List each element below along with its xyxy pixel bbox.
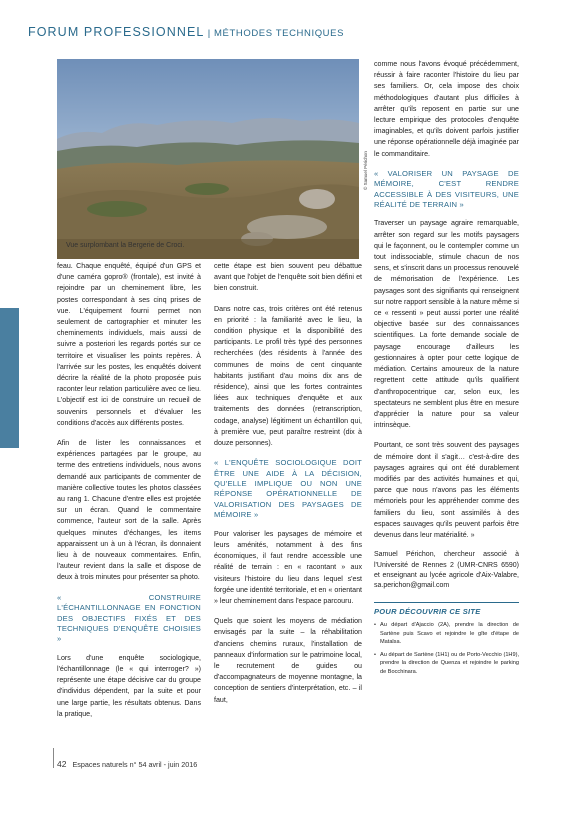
info-box-item: • Au départ d'Ajaccio (2A), prendre la direction de Sartène puis Scavo et rejoindre le gîte d'étape de Matalsa. [374,621,519,647]
column-1 [57,261,201,729]
paragraph: cette étape est bien souvent peu débattue avant que l'objet de l'enquête soit bien défini et bien construit. [214,262,362,293]
photo-caption: Vue surplombant la Bergerie de Croci. [66,242,185,249]
page-footer [57,759,197,769]
pull-quote-heading: « L'ENQUÊTE SOCIOLOGIQUE DOIT ÊTRE UNE AIDE À LA DÉCISION, QU'ELLE IMPLIQUE OU NON UNE RÉPONSE OPÉRATIONNELLE DE VALORISATION DES PAYSAGES DE MÉMOIRE » [214,458,362,520]
pull-quote-heading: « VALORISER UN PAYSAGE DE MÉMOIRE, C'EST RENDRE ACCESSIBLE À DES VISITEURS, UNE RÉALITÉ DE TERRAIN » [374,168,519,210]
paragraph: Pourtant, ce sont très souvent des paysages de mémoire dont il s'agit… c'est-à-dire des paysages agraires qui ont été durablement modifiés par des activités humaines et qui, parce que nous n'avons pas les éléments mémoriels pour les appréhender comme des familiers du lieu, sont assimilés à des espaces sauvages qu'ils peuvent parfois être devenus dans leur matérialité. » [374,441,519,539]
paragraph: comme nous l'avons évoqué précédemment, réussir à faire raconter l'histoire du lieu par ses familiers. Or, cela impose des choix méthodologiques d'autant plus difficiles à arrêter qu'ils reposent en partie sur une lecture empirique des protocoles d'enquête imaginables, et qu'ils doivent parfois justifier une réponse opérationnelle déjà imaginée par le commanditaire. [374,60,519,158]
page-header [28,25,344,39]
info-box-title: POUR DÉCOUVRIR CE SITE [374,602,519,617]
pull-quote-heading: « CONSTRUIRE L'ÉCHANTILLONNAGE EN FONCTION DES OBJECTIFS FIXÉS ET DES TECHNIQUES D'ENQUÊTE CHOISIES » [57,592,201,644]
section-title: FORUM PROFESSIONNEL [28,25,205,39]
landscape-photo [57,59,359,259]
author-signature: Samuel Périchon, chercheur associé à l'Université de Rennes 2 (UMR-CNRS 6590) et enseignant au lycée agricole d'Aix-Valabre, sa.perichon@gmail.com [374,551,519,590]
paragraph: Afin de lister les connaissances et expériences partagées par le groupe, au terme des entretiens individuels, nous avons demandé aux participants de commenter de manière collective toutes les photos classées au rang 1. Chacune d'entre elles est projetée sur un écran. Quand le commentaire commence, l'auteur sort de la salle. Après quelques minutes d'échanges, les items apparaissent un à un à l'écran, ils donnaient lieu à de nouveaux commentaires. Enfin, l'auteur revient dans la salle et dispose de deux à trois minutes pour présenter sa photo. [57,439,201,582]
photo-illustration [57,59,359,259]
footer-divider [53,748,54,768]
header-separator: | [204,28,215,39]
column-3 [374,59,519,681]
paragraph: Lors d'une enquête sociologique, l'échantillonnage (le « qui interroger? ») représente une étape décisive car du groupe d'individus dépendent, par la suite et pour une large partie, les résultats obtenus. Dans la pratique, [57,653,201,718]
section-subtitle: MÉTHODES TECHNIQUES [214,28,345,39]
side-color-tab [0,308,19,448]
paragraph: Dans notre cas, trois critères ont été retenus en priorité : la familiarité avec le lieu, la condition physique et la disponibilité des participants. Le profil très typé des personnes recherchées (des résidents à l'année des communes de moins de cent cinquante habitants justifiant d'au moins dix ans de résidence), ainsi que les fortes contraintes liées aux techniques d'enquête et aux traitements des données (retranscription, codage, analyse) légitiment un échantillon qui, à première vue, peut paraître restreint (dix à douze personnes). [214,304,362,448]
paragraph: feau. Chaque enquêté, équipé d'un GPS et d'une caméra gopro® (frontale), est invité à rejoindre par un cheminement libre, les postes correspondant à ses cinq prises de vue. L'équipement fourni permet non seulement de cartographier et minuter les cheminements individuels, mais aussi de suivre a posteriori les regards portés sur ce territoire et visualiser les points repères. À l'arrivée sur les postes, les enquêtés doivent décrire la réalité de la photo proposée puis raconter leur relation particulière avec ce lieu. L'objectif est ici de construire un recueil de souvenirs personnels et d'évaluer les conditions d'accès aux différents postes. [57,262,201,427]
paragraph: Quels que soient les moyens de médiation envisagés par la suite – la réhabilitation d'anciens chemins ruraux, l'installation de panneaux d'information sur le patrimoine local, le recrutement de guides ou d'accompagnateurs de moyenne montagne, la conception de sentiers d'interprétation, etc. – il faut, [214,617,362,704]
publication-info: Espaces naturels n° 54 avril - juin 2016 [72,760,198,769]
photo-credit: © Samuel Périchon [363,151,368,190]
paragraph: Traverser un paysage agraire remarquable, arrêter son regard sur les motifs paysagers qui le façonnent, ou le contempler comme un tout indissociable, stimule chacun de nos sens, et s'inscrit dans un processus renouvelé de mémorisation de l'expérience. Les paysages sont des signifiants qui renseignent sur notre rapport sensible à la nature même si ce « ressenti » peut aussi porter une réalité objective basée sur des connaissances scientifiques. La forte demande sociale de paysage encourage d'ailleurs les gestionnaires à opter pour cette logique de médiation. Certains amoureux de la nature regrettent cette attitude qu'ils qualifient d'anthropocentrique car, selon eux, les spectateurs ne semblent plus être en mesure d'apprécier la nature pour sa valeur intrinsèque. [374,219,519,430]
page-number: 42 [57,759,67,769]
info-box-item: • Au départ de Sartène (1H1) ou de Porto-Vecchio (1H9), prendre la direction de Quenza et rejoindre le parking de Bocchinara. [374,651,519,677]
column-2 [214,261,362,715]
paragraph: Pour valoriser les paysages de mémoire et leurs aménités, notamment à des fins économiques, il faut rendre accessible une réalité de terrain : en « racontant » aux visiteurs l'histoire du lieu dans lequel s'est forgée une identité territoriale, et en « orientant » leur cheminement dans l'espace parcouru. [214,529,362,605]
